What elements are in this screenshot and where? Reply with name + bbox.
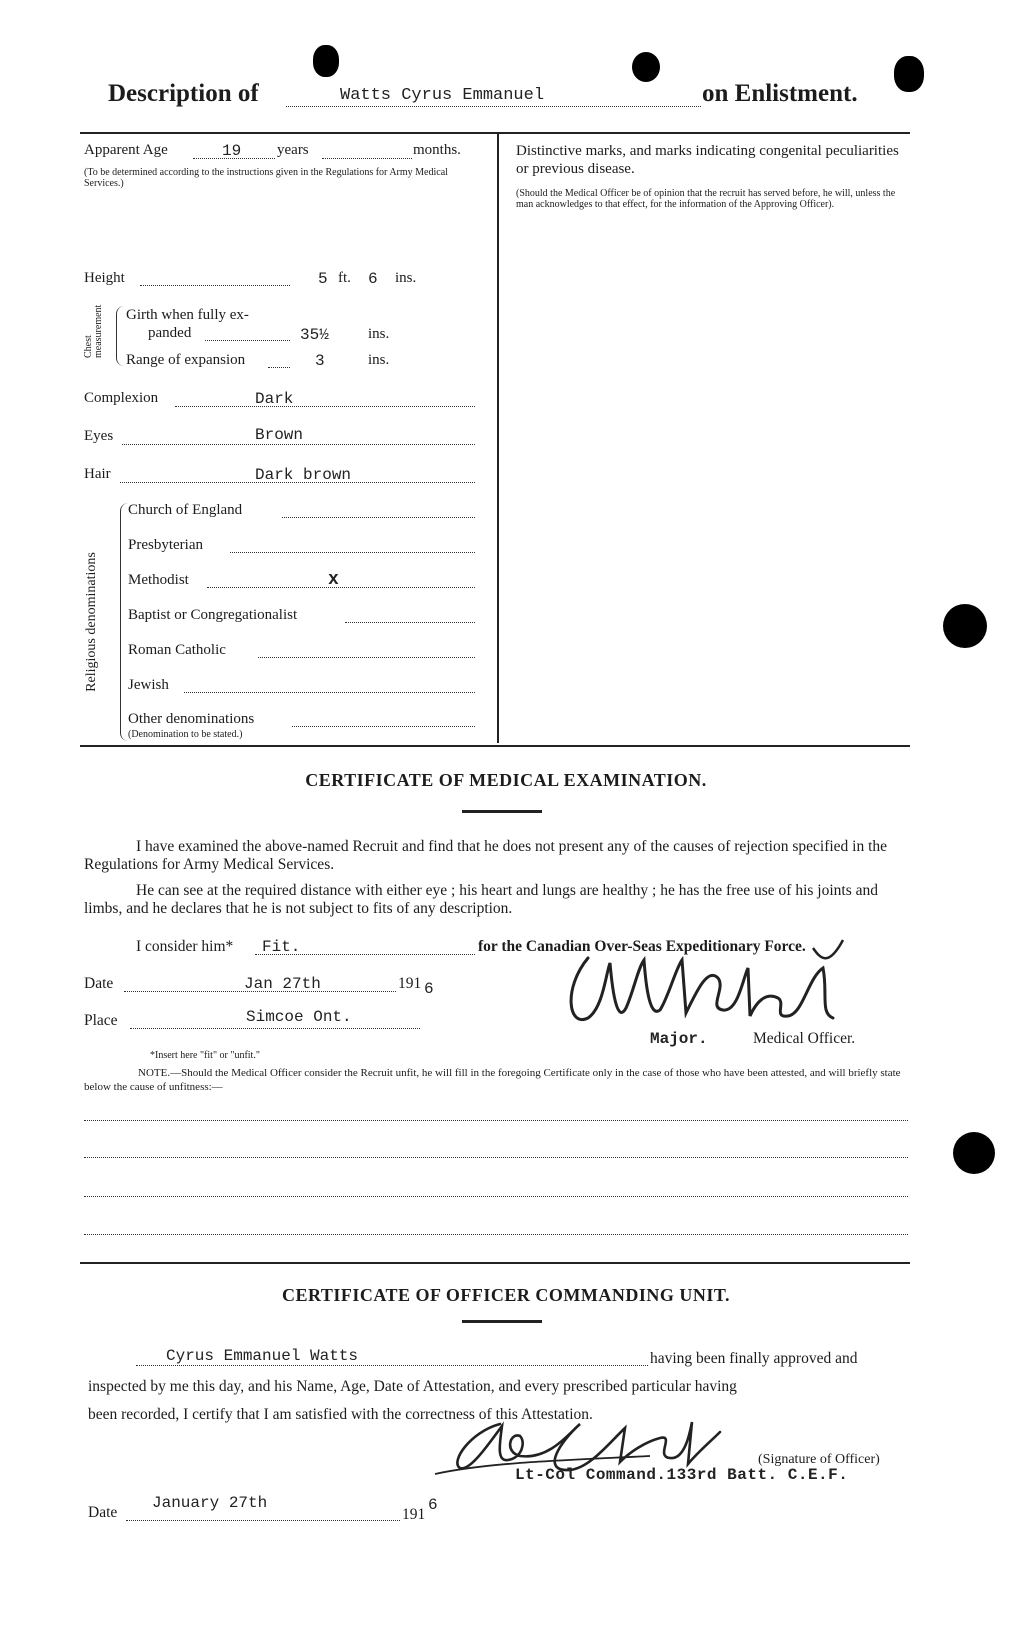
header-prefix: Description of: [108, 80, 259, 107]
chest-range-unit: ins.: [368, 352, 390, 368]
medical-officer-signature: [558, 938, 858, 1034]
complexion-label: Complexion: [84, 390, 159, 406]
religion-item-line: [345, 622, 475, 623]
medical-para-2: He can see at the required distance with either eye ; his heart and lungs are healthy ; he has the free use of his joints and limbs, and he declares that he is not subject to fits of any description.: [84, 882, 879, 917]
medical-note: NOTE.—Should the Medical Officer consider the Recruit unfit, he will fill in the foregoing Certificate only in the case of those who have been attested, and will briefly state below the cause of unfitness:—: [84, 1067, 901, 1093]
unfitness-line-2: [84, 1157, 908, 1158]
distinctive-marks-title: Distinctive marks, and marks indicating congenital peculiarities or previous disease.: [516, 143, 899, 177]
religion-other-note: (Denomination to be stated.): [128, 729, 243, 740]
commanding-line-3: been recorded, I certify that I am satisfied with the correctness of this Attestation.: [88, 1406, 593, 1423]
complexion-value: Dark: [255, 390, 294, 408]
medical-bottom-rule: [80, 1262, 910, 1264]
punch-hole-mid-right: [943, 604, 987, 648]
religion-item-label: Church of England: [128, 502, 243, 518]
header-suffix: on Enlistment.: [702, 80, 858, 107]
age-note: (To be determined according to the instructions given in the Regulations for Army Medical Services.): [84, 167, 448, 189]
medical-officer-rank: Major.: [650, 1030, 708, 1048]
height-in-label: ins.: [395, 270, 417, 286]
column-divider: [497, 133, 499, 743]
hair-value: Dark brown: [255, 466, 352, 484]
top-rule: [80, 132, 910, 134]
eyes-label: Eyes: [84, 428, 114, 444]
religion-item-label: Methodist: [128, 572, 189, 588]
religion-item-line: [258, 657, 475, 658]
religion-item-line: [207, 587, 475, 588]
medical-year-prefix: 191: [398, 975, 422, 992]
commanding-name-line: [136, 1365, 648, 1366]
religion-item-label: Baptist or Congregationalist: [128, 607, 298, 623]
commanding-date-label: Date: [88, 1504, 118, 1521]
religion-group-label: Religious denominations: [84, 552, 99, 692]
chest-brace: [116, 306, 125, 366]
signature-label: (Signature of Officer): [758, 1452, 880, 1467]
religion-item-line: [282, 517, 475, 518]
religion-item-line: [292, 726, 475, 727]
section-bottom-rule: [80, 745, 910, 747]
complexion-line: [175, 406, 475, 407]
religion-item-label: Other denominations: [128, 711, 255, 727]
chest-range-label: Range of expansion: [126, 352, 246, 368]
age-months-line: [322, 158, 412, 159]
chest-girth-value: 35½: [300, 326, 329, 344]
height-line: [140, 285, 290, 286]
religion-item-label: Jewish: [128, 677, 169, 693]
header-name-line: [286, 106, 701, 107]
chest-girth-label-2: panded: [148, 325, 192, 341]
commanding-year-value: 6: [428, 1496, 438, 1514]
religion-item-line: [184, 692, 475, 693]
medical-date-value: Jan 27th: [244, 975, 321, 993]
age-label: Apparent Age: [84, 142, 168, 158]
commanding-line-1-suffix: having been finally approved and: [650, 1350, 858, 1367]
medical-heading-rule: [462, 810, 542, 813]
medical-footnote: *Insert here "fit" or "unfit.": [150, 1050, 260, 1061]
commanding-line-2: inspected by me this day, and his Name, Age, Date of Attestation, and every prescribed particular having: [88, 1378, 737, 1395]
form-header: [108, 80, 888, 120]
unfitness-line-4: [84, 1234, 908, 1235]
commanding-year-prefix: 191: [402, 1506, 426, 1523]
chest-girth-line: [205, 340, 290, 341]
unfitness-line-3: [84, 1196, 908, 1197]
punch-hole-low-right: [953, 1132, 995, 1174]
height-label: Height: [84, 270, 125, 286]
age-months-label: months.: [413, 142, 461, 158]
commanding-date-value: January 27th: [152, 1494, 268, 1512]
commanding-heading-rule: [462, 1320, 542, 1323]
eyes-line: [122, 444, 475, 445]
height-ft-label: ft.: [338, 270, 351, 286]
medical-date-label: Date: [84, 975, 114, 992]
religion-item-label: Presbyterian: [128, 537, 203, 553]
hair-label: Hair: [84, 466, 111, 482]
distinctive-marks-note: (Should the Medical Officer be of opinion that the recruit has served before, he will, unless the man acknowledges to that effect, for the information of the Approving Officer).: [516, 188, 896, 210]
chest-range-line: [268, 367, 290, 368]
medical-heading: CERTIFICATE OF MEDICAL EXAMINATION.: [305, 770, 707, 790]
age-years-label: years: [277, 142, 309, 158]
consider-suffix: for the Canadian Over-Seas Expeditionary Force.: [478, 938, 806, 955]
consider-value: Fit.: [262, 938, 301, 956]
chest-girth-label-1: Girth when fully ex-: [126, 307, 249, 323]
punch-hole-top-center: [632, 52, 660, 82]
commanding-date-line: [126, 1520, 400, 1521]
commanding-name-value: Cyrus Emmanuel Watts: [166, 1347, 359, 1365]
chest-range-value: 3: [315, 352, 325, 370]
commanding-heading: CERTIFICATE OF OFFICER COMMANDING UNIT.: [281, 1285, 731, 1305]
height-ft-value: 5: [318, 270, 328, 288]
punch-hole-top-right: [894, 56, 924, 92]
religion-item-line: [230, 552, 475, 553]
consider-prefix: I consider him*: [136, 938, 234, 955]
medical-place-line: [130, 1028, 420, 1029]
methodist-mark: x: [328, 570, 339, 590]
religion-item-label: Roman Catholic: [128, 642, 226, 658]
medical-officer-label: Medical Officer.: [753, 1030, 856, 1047]
medical-para-1: I have examined the above-named Recruit and find that he does not present any of the causes of rejection specified in the Regulations for Army Medical Services.: [84, 838, 888, 873]
eyes-value: Brown: [255, 426, 304, 444]
age-years-value: 19: [222, 142, 242, 160]
punch-hole-top-left: [313, 45, 339, 77]
commanding-rank-stamp: Lt-Col Command.133rd Batt. C.E.F.: [515, 1466, 849, 1484]
chest-girth-unit: ins.: [368, 326, 390, 342]
medical-place-value: Simcoe Ont.: [246, 1008, 352, 1026]
header-name-value: Watts Cyrus Emmanuel: [340, 86, 545, 105]
height-in-value: 6: [368, 270, 378, 288]
medical-place-label: Place: [84, 1012, 118, 1029]
unfitness-line-1: [84, 1120, 908, 1121]
medical-year-value: 6: [424, 980, 434, 998]
chest-group-label: Chest measurement: [83, 304, 104, 358]
